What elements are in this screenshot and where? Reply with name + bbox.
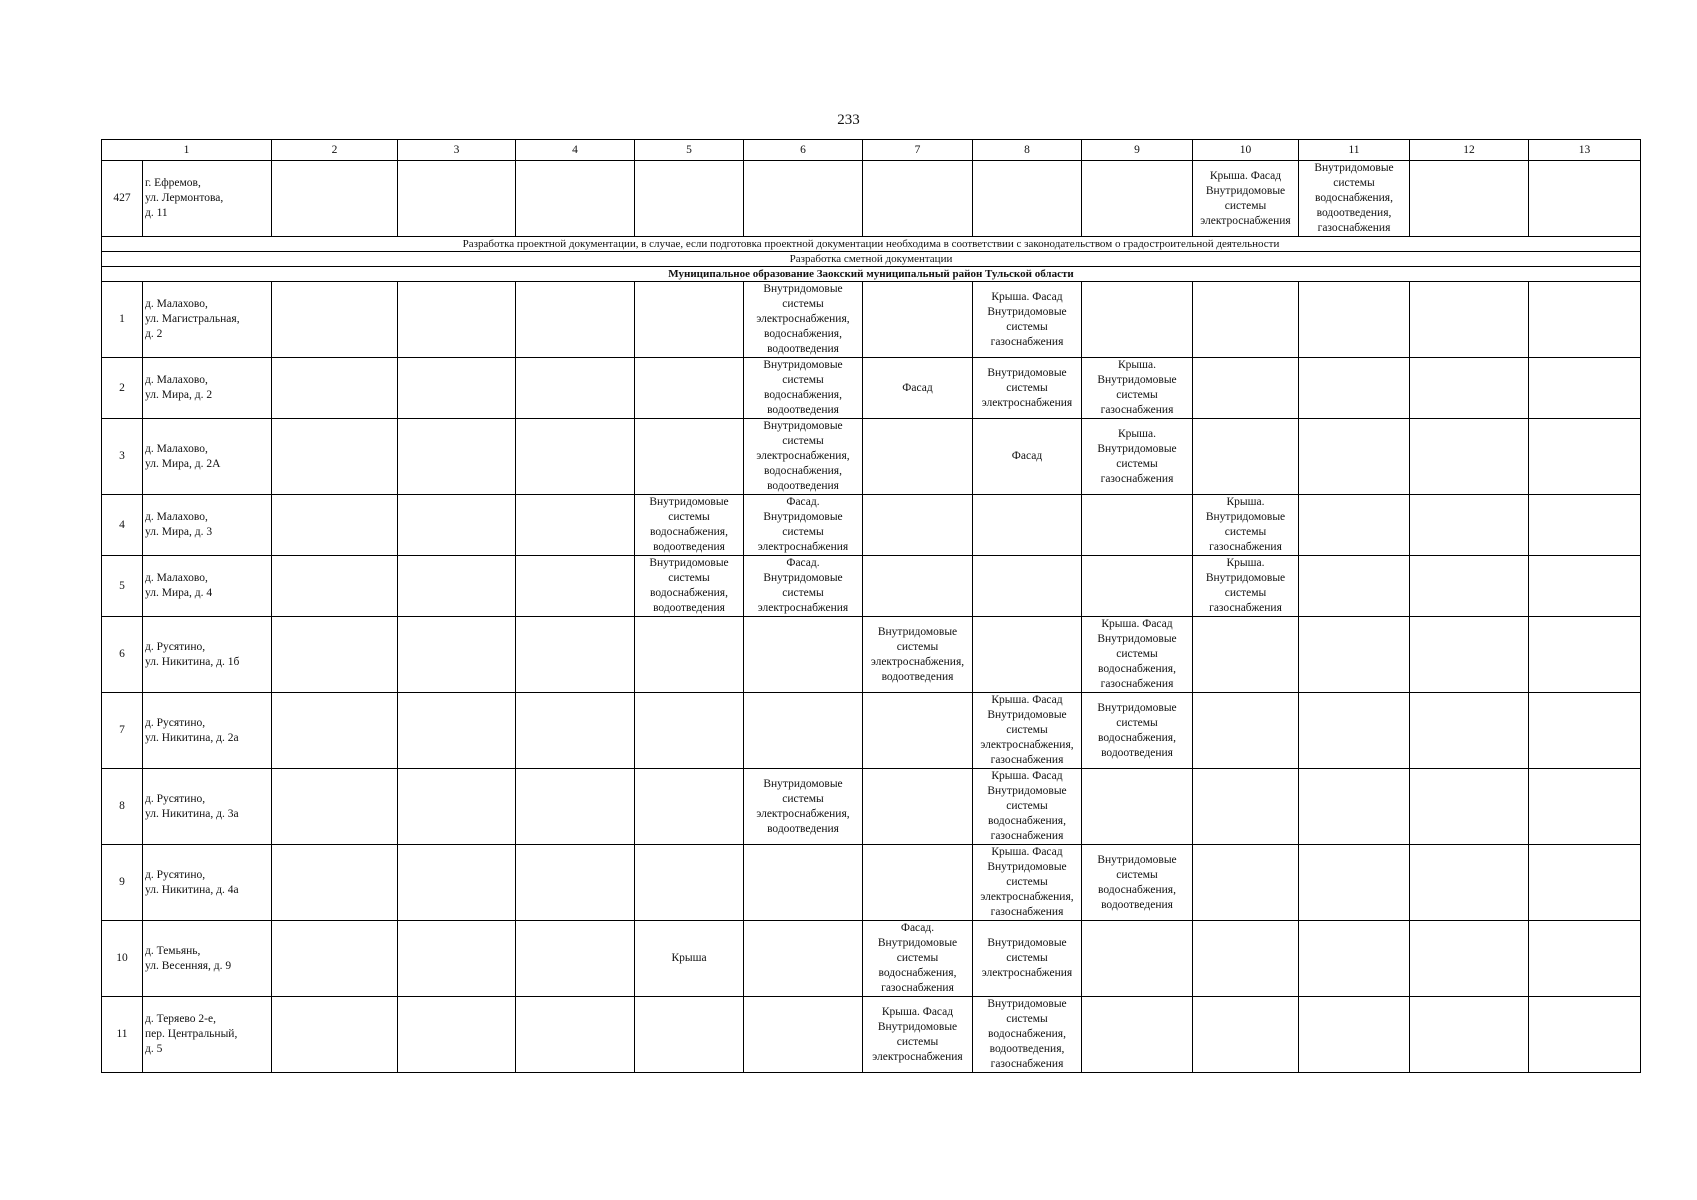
work-cell-col-6: Внутридомовые системы водоснабжения, водоотведения [744,358,863,419]
work-cell-col-5 [635,282,744,358]
work-cell-col-9: Внутридомовые системы водоснабжения, водоотведения [1082,693,1193,769]
column-header-1: 1 [102,140,272,161]
column-header-7: 7 [863,140,973,161]
work-cell-col-2 [272,161,398,237]
work-cell-col-6 [744,921,863,997]
work-cell-col-2 [272,358,398,419]
address-cell: д. Темьянь, ул. Весенняя, д. 9 [143,921,272,997]
column-header-13: 13 [1529,140,1641,161]
work-cell-col-3 [398,495,516,556]
address-cell: г. Ефремов, ул. Лермонтова, д. 11 [143,161,272,237]
work-cell-col-8: Крыша. Фасад Внутридомовые системы электроснабжения, газоснабжения [973,845,1082,921]
page-number: 233 [837,112,860,128]
work-cell-col-12 [1410,997,1529,1073]
work-cell-col-2 [272,556,398,617]
work-cell-col-12 [1410,419,1529,495]
work-cell-col-10 [1193,769,1299,845]
work-cell-col-13 [1529,282,1641,358]
work-cell-col-13 [1529,693,1641,769]
work-cell-col-6 [744,693,863,769]
row-number: 4 [102,495,143,556]
work-cell-col-11 [1299,921,1410,997]
work-cell-col-3 [398,419,516,495]
work-cell-col-13 [1529,556,1641,617]
table-row [102,495,1641,556]
work-cell-col-12 [1410,617,1529,693]
work-cell-col-4 [516,997,635,1073]
work-cell-col-5 [635,419,744,495]
work-cell-col-11 [1299,358,1410,419]
work-cell-col-13 [1529,617,1641,693]
work-cell-col-12 [1410,845,1529,921]
column-header-10: 10 [1193,140,1299,161]
work-cell-col-5 [635,161,744,237]
work-cell-col-8 [973,556,1082,617]
work-cell-col-9: Крыша. Внутридомовые системы газоснабжения [1082,419,1193,495]
work-cell-col-8: Крыша. Фасад Внутридомовые системы водоснабжения, газоснабжения [973,769,1082,845]
work-cell-col-11 [1299,997,1410,1073]
column-header-8: 8 [973,140,1082,161]
work-cell-col-5 [635,997,744,1073]
work-cell-col-8: Внутридомовые системы водоснабжения, водоотведения, газоснабжения [973,997,1082,1073]
section-band [102,252,1641,267]
work-cell-col-10 [1193,921,1299,997]
work-cell-col-4 [516,161,635,237]
work-cell-col-3 [398,769,516,845]
work-cell-col-9: Крыша. Внутридомовые системы газоснабжения [1082,358,1193,419]
address-cell: д. Русятино, ул. Никитина, д. 4а [143,845,272,921]
work-cell-col-12 [1410,495,1529,556]
work-cell-col-4 [516,693,635,769]
work-cell-col-6 [744,617,863,693]
column-header-3: 3 [398,140,516,161]
work-cell-col-11 [1299,419,1410,495]
work-cell-col-3 [398,997,516,1073]
work-cell-col-11 [1299,617,1410,693]
work-cell-col-6: Фасад. Внутридомовые системы электроснабжения [744,556,863,617]
work-cell-col-2 [272,617,398,693]
table-row [102,419,1641,495]
work-cell-col-9: Внутридомовые системы водоснабжения, водоотведения [1082,845,1193,921]
work-cell-col-7 [863,282,973,358]
work-cell-col-4 [516,495,635,556]
work-cell-col-8: Внутридомовые системы электроснабжения [973,358,1082,419]
work-cell-col-7: Фасад [863,358,973,419]
table-row [102,282,1641,358]
work-cell-col-4 [516,358,635,419]
address-cell: д. Малахово, ул. Магистральная, д. 2 [143,282,272,358]
work-cell-col-11 [1299,769,1410,845]
work-cell-col-10: Крыша. Внутридомовые системы газоснабжения [1193,495,1299,556]
work-cell-col-4 [516,845,635,921]
address-cell: д. Малахово, ул. Мира, д. 3 [143,495,272,556]
work-cell-col-7 [863,495,973,556]
column-header-5: 5 [635,140,744,161]
work-cell-col-4 [516,419,635,495]
work-cell-col-4 [516,921,635,997]
work-cell-col-8: Внутридомовые системы электроснабжения [973,921,1082,997]
work-cell-col-2 [272,495,398,556]
work-cell-col-3 [398,617,516,693]
work-cell-col-7 [863,161,973,237]
work-cell-col-12 [1410,921,1529,997]
work-cell-col-11 [1299,282,1410,358]
work-cell-col-12 [1410,556,1529,617]
table-row [102,358,1641,419]
work-cell-col-10 [1193,617,1299,693]
work-cell-col-8 [973,617,1082,693]
work-cell-col-12 [1410,358,1529,419]
work-cell-col-3 [398,693,516,769]
address-cell: д. Русятино, ул. Никитина, д. 3а [143,769,272,845]
work-cell-col-7 [863,845,973,921]
work-cell-col-9 [1082,161,1193,237]
work-cell-col-2 [272,419,398,495]
work-cell-col-9: Крыша. Фасад Внутридомовые системы водоснабжения, газоснабжения [1082,617,1193,693]
work-cell-col-3 [398,921,516,997]
table-row [102,769,1641,845]
column-header-2: 2 [272,140,398,161]
work-cell-col-4 [516,556,635,617]
work-cell-col-12 [1410,161,1529,237]
work-cell-col-5 [635,769,744,845]
work-cell-col-5 [635,845,744,921]
work-cell-col-4 [516,617,635,693]
work-cell-col-3 [398,161,516,237]
work-cell-col-9 [1082,769,1193,845]
address-cell: д. Малахово, ул. Мира, д. 4 [143,556,272,617]
work-cell-col-10 [1193,845,1299,921]
work-cell-col-5 [635,617,744,693]
table-row [102,693,1641,769]
row-number: 2 [102,358,143,419]
work-cell-col-5: Внутридомовые системы водоснабжения, водоотведения [635,495,744,556]
address-cell: д. Малахово, ул. Мира, д. 2 [143,358,272,419]
work-cell-col-4 [516,282,635,358]
work-cell-col-8 [973,161,1082,237]
work-cell-col-8: Крыша. Фасад Внутридомовые системы газоснабжения [973,282,1082,358]
repair-schedule-table [101,139,1641,1073]
work-cell-col-2 [272,769,398,845]
work-cell-col-13 [1529,358,1641,419]
work-cell-col-2 [272,282,398,358]
work-cell-col-11 [1299,556,1410,617]
work-cell-col-4 [516,769,635,845]
work-cell-col-2 [272,921,398,997]
work-cell-col-8: Крыша. Фасад Внутридомовые системы электроснабжения, газоснабжения [973,693,1082,769]
section-band [102,237,1641,252]
table-row [102,845,1641,921]
work-cell-col-11 [1299,693,1410,769]
work-cell-col-12 [1410,769,1529,845]
header-row [102,140,1641,161]
work-cell-col-5 [635,358,744,419]
work-cell-col-10: Крыша. Внутридомовые системы газоснабжения [1193,556,1299,617]
work-cell-col-9 [1082,921,1193,997]
work-cell-col-8: Фасад [973,419,1082,495]
work-cell-col-5: Внутридомовые системы водоснабжения, водоотведения [635,556,744,617]
work-cell-col-13 [1529,845,1641,921]
work-cell-col-13 [1529,769,1641,845]
section-band-text: Разработка проектной документации, в случае, если подготовка проектной документации необходима в соответствии с законодательством о градостроительной деятельности [102,237,1641,252]
work-cell-col-6: Внутридомовые системы электроснабжения, водоснабжения, водоотведения [744,282,863,358]
work-cell-col-8 [973,495,1082,556]
work-cell-col-13 [1529,161,1641,237]
row-number: 1 [102,282,143,358]
work-cell-col-12 [1410,282,1529,358]
work-cell-col-7 [863,693,973,769]
table-row [102,997,1641,1073]
section-band-text: Муниципальное образование Заокский муниципальный район Тульской области [102,267,1641,282]
work-cell-col-6 [744,845,863,921]
work-cell-col-3 [398,845,516,921]
section-band [102,267,1641,282]
work-cell-col-9 [1082,282,1193,358]
work-cell-col-6: Внутридомовые системы электроснабжения, водоснабжения, водоотведения [744,419,863,495]
work-cell-col-7: Крыша. Фасад Внутридомовые системы электроснабжения [863,997,973,1073]
work-cell-col-13 [1529,495,1641,556]
work-cell-col-9 [1082,556,1193,617]
work-cell-col-13 [1529,997,1641,1073]
work-cell-col-10 [1193,358,1299,419]
work-cell-col-10: Крыша. Фасад Внутридомовые системы электроснабжения [1193,161,1299,237]
address-cell: д. Русятино, ул. Никитина, д. 2а [143,693,272,769]
work-cell-col-11 [1299,845,1410,921]
address-cell: д. Русятино, ул. Никитина, д. 1б [143,617,272,693]
work-cell-col-11 [1299,495,1410,556]
address-cell: д. Теряево 2-е, пер. Центральный, д. 5 [143,997,272,1073]
work-cell-col-9 [1082,495,1193,556]
work-cell-col-7: Фасад. Внутридомовые системы водоснабжения, газоснабжения [863,921,973,997]
row-number: 8 [102,769,143,845]
work-cell-col-6: Внутридомовые системы электроснабжения, водоотведения [744,769,863,845]
table-row [102,161,1641,237]
work-cell-col-6: Фасад. Внутридомовые системы электроснабжения [744,495,863,556]
column-header-12: 12 [1410,140,1529,161]
table-row [102,921,1641,997]
work-cell-col-10 [1193,419,1299,495]
work-cell-col-2 [272,845,398,921]
column-header-6: 6 [744,140,863,161]
work-cell-col-7 [863,556,973,617]
address-cell: д. Малахово, ул. Мира, д. 2А [143,419,272,495]
work-cell-col-13 [1529,921,1641,997]
work-cell-col-2 [272,693,398,769]
work-cell-col-10 [1193,997,1299,1073]
work-cell-col-5: Крыша [635,921,744,997]
row-number: 6 [102,617,143,693]
row-number: 427 [102,161,143,237]
work-cell-col-3 [398,556,516,617]
row-number: 9 [102,845,143,921]
work-cell-col-6 [744,161,863,237]
work-cell-col-3 [398,282,516,358]
work-cell-col-6 [744,997,863,1073]
column-header-4: 4 [516,140,635,161]
work-cell-col-10 [1193,282,1299,358]
work-cell-col-7 [863,419,973,495]
row-number: 10 [102,921,143,997]
work-cell-col-13 [1529,419,1641,495]
work-cell-col-2 [272,997,398,1073]
work-cell-col-7 [863,769,973,845]
column-header-9: 9 [1082,140,1193,161]
row-number: 11 [102,997,143,1073]
table-row [102,556,1641,617]
row-number: 5 [102,556,143,617]
work-cell-col-10 [1193,693,1299,769]
work-cell-col-5 [635,693,744,769]
table-row [102,617,1641,693]
work-cell-col-3 [398,358,516,419]
row-number: 3 [102,419,143,495]
work-cell-col-11: Внутридомовые системы водоснабжения, водоотведения, газоснабжения [1299,161,1410,237]
work-cell-col-9 [1082,997,1193,1073]
column-header-11: 11 [1299,140,1410,161]
row-number: 7 [102,693,143,769]
section-band-text: Разработка сметной документации [102,252,1641,267]
work-cell-col-7: Внутридомовые системы электроснабжения, водоотведения [863,617,973,693]
work-cell-col-12 [1410,693,1529,769]
